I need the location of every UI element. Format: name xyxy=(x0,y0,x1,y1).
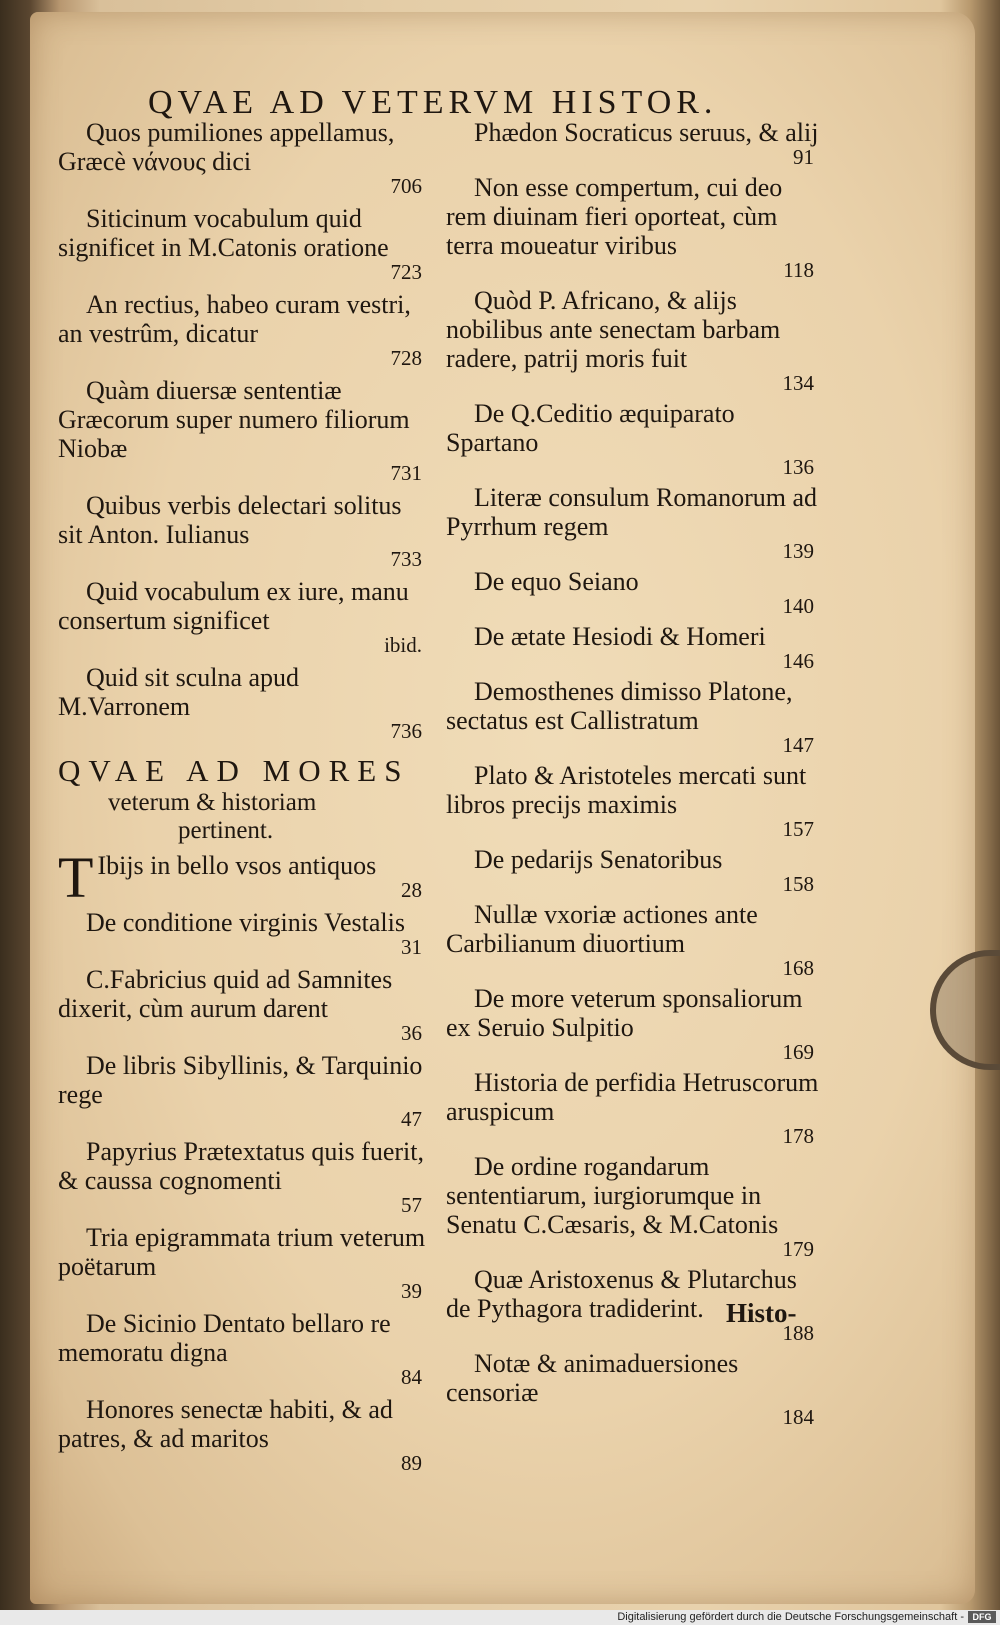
entry-text: Nullæ vxoriæ actiones ante Carbilianum diuortium xyxy=(446,900,758,958)
index-entry xyxy=(58,118,428,198)
entry-text: Siticinum vocabulum quid significet in M.Catonis oratione xyxy=(58,204,389,262)
page-number: 168 xyxy=(782,956,814,980)
page-number: 706 xyxy=(390,174,422,198)
index-entry xyxy=(58,376,428,485)
index-entry xyxy=(58,965,428,1045)
left-column xyxy=(58,118,428,1481)
index-entry xyxy=(446,567,820,618)
page-number: 728 xyxy=(390,346,422,370)
entry-text: Quid vocabulum ex iure, manu consertum significet xyxy=(58,577,409,635)
page-number: 733 xyxy=(390,547,422,571)
page-number: 723 xyxy=(390,260,422,284)
entry-text: An rectius, habeo curam vestri, an vestrûm, dicatur xyxy=(58,290,411,348)
running-heading: QVAE AD VETERVM HISTOR. xyxy=(148,84,718,121)
index-entry xyxy=(446,1068,820,1148)
entry-text: Historia de perfidia Hetruscorum aruspicum xyxy=(446,1068,819,1126)
page-number: 28 xyxy=(401,878,422,902)
index-entry xyxy=(446,173,820,282)
footer-credit: Digitalisierung gefördert durch die Deutsche Forschungsgemeinschaft - xyxy=(617,1611,964,1623)
page-number: 736 xyxy=(390,719,422,743)
page-number: 57 xyxy=(401,1193,422,1217)
page-number: 179 xyxy=(782,1237,814,1261)
index-entry xyxy=(446,677,820,757)
index-entry xyxy=(58,577,428,657)
index-entry xyxy=(446,118,820,169)
page-number: 169 xyxy=(782,1040,814,1064)
page-number: 91 xyxy=(793,145,814,169)
page-number: 158 xyxy=(782,872,814,896)
index-entry xyxy=(58,491,428,571)
drop-capital: T xyxy=(58,845,94,910)
page-number: 89 xyxy=(401,1451,422,1475)
entry-text: Quos pumiliones appellamus, Græcè νάνους dici xyxy=(58,118,395,176)
entry-text: C.Fabricius quid ad Samnites dixerit, cùm aurum darent xyxy=(58,965,393,1023)
page-number: 731 xyxy=(390,461,422,485)
index-entry xyxy=(446,1152,820,1261)
digitization-footer xyxy=(0,1610,1000,1625)
index-entry xyxy=(58,290,428,370)
page-number: 140 xyxy=(782,594,814,618)
index-entry xyxy=(446,483,820,563)
section-subtitle: pertinent. xyxy=(178,817,274,844)
page-number: 184 xyxy=(782,1405,814,1429)
page-number: 147 xyxy=(782,733,814,757)
index-entry xyxy=(446,286,820,395)
index-entry xyxy=(58,204,428,284)
entry-text: De Sicinio Dentato bellaro re memoratu digna xyxy=(58,1309,391,1367)
entry-text: Literæ consulum Romanorum ad Pyrrhum regem xyxy=(446,483,818,541)
index-entry xyxy=(446,900,820,980)
entry-text: Quòd P. Africano, & alijs nobilibus ante senectam barbam radere, patrij moris fuit xyxy=(446,286,781,373)
catchword: Histo- xyxy=(726,1298,797,1328)
index-entry xyxy=(58,1395,428,1475)
index-entry xyxy=(446,845,820,896)
index-entry xyxy=(58,663,428,743)
entry-text: De pedarijs Senatoribus xyxy=(474,845,723,874)
entry-text: Papyrius Prætextatus quis fuerit, & caussa cognomenti xyxy=(58,1137,424,1195)
entry-text: De ætate Hesiodi & Homeri xyxy=(474,622,766,651)
page-number: 146 xyxy=(782,649,814,673)
index-entry xyxy=(58,908,428,959)
page-number: 39 xyxy=(401,1279,422,1303)
entry-text: De libris Sibyllinis, & Tarquinio rege xyxy=(58,1051,423,1109)
entry-text: Demosthenes dimisso Platone, sectatus est Callistratum xyxy=(446,677,793,735)
entry-text: Quibus verbis delectari solitus sit Anton. Iulianus xyxy=(58,491,402,549)
index-entry xyxy=(446,622,820,673)
index-entry xyxy=(446,761,820,841)
page-number: 47 xyxy=(401,1107,422,1131)
index-entry xyxy=(58,845,428,910)
section-title: QVAE AD MORES xyxy=(58,753,410,788)
page-number: 139 xyxy=(782,539,814,563)
entry-text: Plato & Aristoteles mercati sunt libros precijs maximis xyxy=(446,761,807,819)
page-number: 118 xyxy=(783,258,814,282)
index-entry xyxy=(446,984,820,1064)
page-number: 136 xyxy=(782,455,814,479)
page-number: 157 xyxy=(782,817,814,841)
entry-text: De ordine rogandarum sententiarum, iurgiorumque in Senatu C.Cæsaris, & M.Catonis xyxy=(446,1152,779,1239)
index-entry xyxy=(58,1223,428,1303)
entry-text: Quàm diuersæ sententiæ Græcorum super numero filiorum Niobæ xyxy=(58,376,410,463)
entry-text: De Q.Ceditio æquiparato Spartano xyxy=(446,399,735,457)
page-number: 178 xyxy=(782,1124,814,1148)
index-entry xyxy=(58,1051,428,1131)
entry-text: Ibijs in bello vsos antiquos xyxy=(97,851,377,880)
entry-text: Non esse compertum, cui deo rem diuinam fieri oporteat, cùm terra moueatur viribus xyxy=(446,173,783,260)
index-entry xyxy=(446,399,820,479)
right-column xyxy=(446,118,820,1433)
page-number: ibid. xyxy=(384,633,422,657)
page-number: 36 xyxy=(401,1021,422,1045)
entry-text: Notæ & animaduersiones censoriæ xyxy=(446,1349,739,1407)
page-number: 84 xyxy=(401,1365,422,1389)
section-subtitle: veterum & historiam xyxy=(108,789,317,816)
dfg-logo: DFG xyxy=(968,1611,996,1623)
page-number: 31 xyxy=(401,935,422,959)
page-number: 188 xyxy=(782,1321,814,1345)
index-entry xyxy=(58,1309,428,1389)
entry-text: De more veterum sponsaliorum ex Seruio Sulpitio xyxy=(446,984,803,1042)
index-entry xyxy=(58,1137,428,1217)
entry-text: Tria epigrammata trium veterum poëtarum xyxy=(58,1223,426,1281)
index-entry xyxy=(446,1349,820,1429)
page-number: 134 xyxy=(782,371,814,395)
entry-text: Phædon Socraticus seruus, & alij xyxy=(474,118,819,147)
entry-text: Quæ Aristoxenus & Plutarchus de Pythagora tradiderint. xyxy=(446,1265,797,1323)
entry-text: Quid sit sculna apud M.Varronem xyxy=(58,663,300,721)
entry-text: De equo Seiano xyxy=(474,567,639,596)
entry-text: Honores senectæ habiti, & ad patres, & ad maritos xyxy=(58,1395,393,1453)
entry-text: De conditione virginis Vestalis xyxy=(86,908,405,937)
